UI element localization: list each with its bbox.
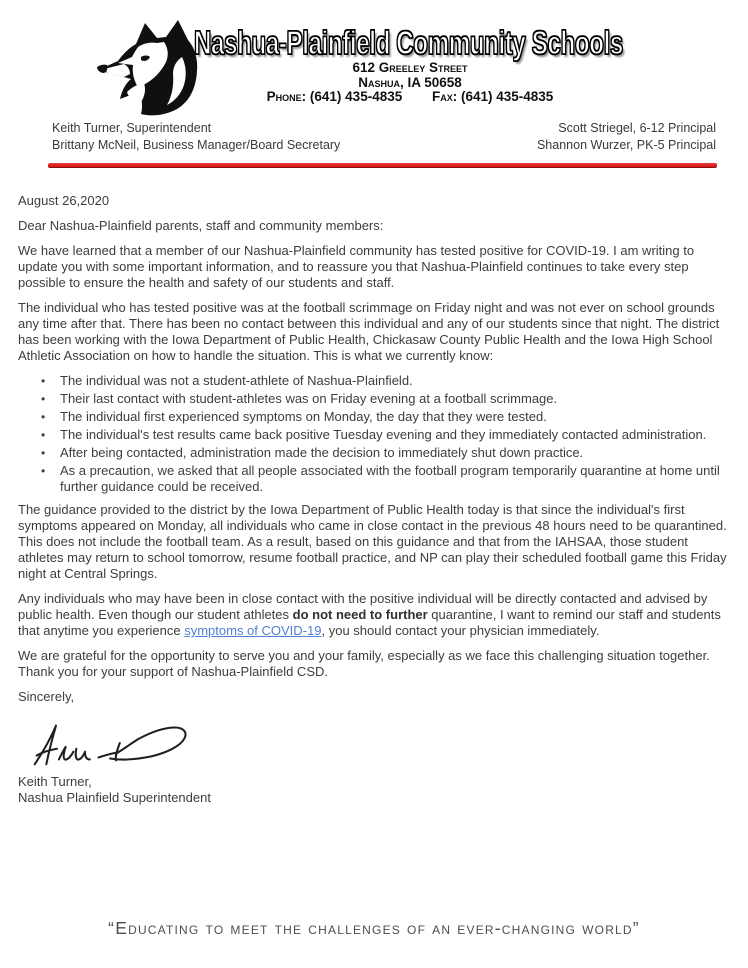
bold-phrase: do not need to further <box>292 607 428 622</box>
fax-number: Fax: (641) 435-4835 <box>432 89 554 104</box>
staff-superintendent: Keith Turner, Superintendent <box>52 121 212 135</box>
covid-symptoms-link[interactable]: symptoms of COVID-19 <box>184 623 322 638</box>
footer-motto: “Educating to meet the challenges of an ever-changing world” <box>108 918 640 938</box>
contact-text-mid: quarantine, I want to remind our staff and students that anytime you experience <box>18 607 721 638</box>
paragraph-situation: The individual who has tested positive was at the football scrimmage on Friday night and was not ever on school grounds any time after that. There has been no contact between this individual and any of our students since that night. The district has been working with the Iowa Department of Public Health, Chickasaw County Public Health and the Iowa High School Athletic Association on how to handle the situation. This is what we currently know: <box>18 300 720 363</box>
paragraph-guidance: The guidance provided to the district by the Iowa Department of Public Health today is that since the individual's first symptoms appeared on Monday, all individuals who came in close contact in the previous 48 hours need to be quarantined. This does not include the football team. As a result, based on this guidance and that from the IAHSAA, those student athletes may return to school tomorrow, resume football practice, and NP can play their scheduled football game this Friday night at Central Springs. <box>18 502 727 581</box>
staff-principal-pk-5: Shannon Wurzer, PK-5 Principal <box>536 138 716 152</box>
bullet-item: • Their last contact with student-athletes was on Friday evening at a football scrimmage. <box>60 391 730 407</box>
contact-text-pre: Any individuals who may have been in close contact with the positive individual will be directly contacted and advised by public health. Even though our student athletes <box>18 591 708 622</box>
staff-business-manager: Brittany McNeil, Business Manager/Board Secretary <box>52 138 341 152</box>
staff-right-column <box>537 120 716 154</box>
bullet-item: • As a precaution, we asked that all people associated with the football program temporarily quarantine at home until further guidance could be received. <box>60 463 730 495</box>
address-city: Nashua, IA 50658 <box>358 74 462 90</box>
keith-turner-signature-icon <box>24 714 204 772</box>
paragraph-contact <box>18 591 730 639</box>
phone-number: Phone: (641) 435-4835 <box>266 89 403 104</box>
signature-block <box>18 774 730 806</box>
paragraph-gratitude: We are grateful for the opportunity to serve you and your family, especially as we face this challenging situation together. Thank you for your support of Nashua-Plainfield CSD. <box>18 648 710 679</box>
closing: Sincerely, <box>18 689 75 704</box>
signer-title: Nashua Plainfield Superintendent <box>18 790 211 805</box>
school-name: Nashua-Plainfield Community Schools <box>194 24 623 61</box>
contact-text-post: , you should contact your physician immediately. <box>321 623 600 638</box>
staff-left-column <box>52 120 340 154</box>
letter-body <box>0 168 748 806</box>
letter-date: August 26,2020 <box>18 193 110 208</box>
phone-fax-line <box>140 90 680 105</box>
bullet-item: • The individual's test results came back positive Tuesday evening and they immediately contacted administration. <box>60 427 730 443</box>
bullet-item: • The individual first experienced symptoms on Monday, the day that they were tested. <box>60 409 730 425</box>
bullet-item: • After being contacted, administration made the decision to immediately shut down practice. <box>60 445 730 461</box>
bullet-list <box>18 373 730 495</box>
letterhead <box>0 0 748 118</box>
bullet-item: • The individual was not a student-athlete of Nashua-Plainfield. <box>60 373 730 389</box>
school-address <box>140 61 680 105</box>
paragraph-intro: We have learned that a member of our Nashua-Plainfield community has tested positive for COVID-19. I am writing to update you with some important information, and to reassure you that Nashua-Plainfield continues to take every step possible to ensure the health and safety of our students and staff. <box>18 243 695 290</box>
salutation: Dear Nashua-Plainfield parents, staff and community members: <box>18 218 384 233</box>
staff-principal-6-12: Scott Striegel, 6-12 Principal <box>558 121 716 135</box>
staff-directory <box>52 120 716 154</box>
address-street: 612 Greeley Street <box>352 60 468 75</box>
signer-name: Keith Turner, <box>18 774 92 789</box>
